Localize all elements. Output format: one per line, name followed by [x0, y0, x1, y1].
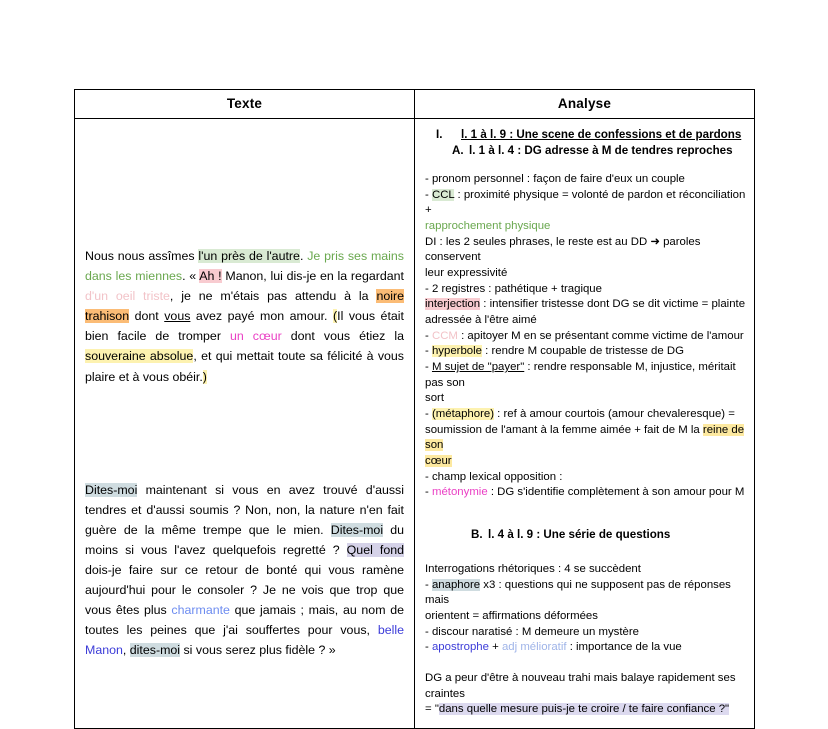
texte-p2-seg-11: si vous serez plus fidèle ? »: [180, 643, 336, 658]
analyse-B-note-line-4-seg-4: : importance de la vue: [566, 641, 682, 654]
texte-p2-seg-7: que jamais ; mais, au nom de toutes les peines que j'ai souffertes pour vous,: [85, 603, 404, 638]
analyse-A-note-line-6: [425, 297, 746, 313]
texte-p1-seg-15: un cœur: [229, 329, 282, 344]
texte-p1-seg-14: Il vous était bien facile de tromper: [85, 309, 404, 344]
analyse-A-note-line-1-seg-1: CCL: [431, 188, 455, 201]
texte-p1-seg-9: noire trahison: [85, 289, 405, 324]
analyse-A-note-line-16-seg-0: -: [425, 486, 432, 499]
analyse-A-note-line-1-seg-2: : proximité physique = volonté de pardon et réconciliation +: [425, 188, 746, 217]
analyse-A-note-line-3: [425, 235, 746, 266]
analyse-B-concl-line-1: [425, 702, 746, 718]
analyse-A-note-line-2-seg-0: rapprochement physique: [425, 220, 551, 233]
analyse-A-note-line-5: [425, 282, 746, 298]
analyse-A-note-line-9-seg-2: : rendre M coupable de tristesse de DG: [482, 345, 684, 358]
analyse-content: [415, 119, 754, 728]
analyse-A-note-line-11: [425, 391, 746, 407]
analyse-A-note-line-13-seg-1: reine de son: [425, 423, 745, 452]
texte-p2-seg-6: charmante: [171, 603, 230, 618]
texte-p1-seg-1: l'un près de l'autre: [198, 249, 300, 263]
analyse-B-note-line-0: [425, 562, 746, 578]
texte-p2-seg-10: dites-moi: [129, 643, 181, 658]
texte-p2-seg-9: ,: [122, 643, 130, 658]
analyse-A-note-line-7: [425, 313, 746, 329]
analyse-A-note-line-8-seg-1: CCM: [431, 329, 458, 342]
analyse-A-note-line-8: [425, 329, 746, 345]
analyse-B-concl-line-1-seg-0: = ": [425, 703, 439, 716]
analyse-A-note-line-0: [425, 172, 746, 188]
section-A-notes: [425, 172, 746, 501]
analyse-A-note-line-12-seg-2: : ref à amour courtois (amour chevaleresque) =: [494, 408, 735, 421]
analyse-B-note-line-1-seg-2: x3 : questions qui ne supposent pas de réponses mais: [425, 578, 731, 607]
heading-section-A: [425, 144, 746, 157]
analyse-A-note-line-15-seg-0: - champ lexical opposition :: [425, 470, 563, 483]
texte-p1-seg-0: Nous nous assîmes: [85, 249, 199, 263]
analyse-B-note-line-0-seg-0: Interrogations rhétoriques : 4 se succèdent: [425, 563, 641, 576]
heading-I-number: I.: [436, 128, 443, 141]
texte-p2-seg-3: du moins si vous l'avez quelquefois regretté ?: [85, 522, 404, 557]
analyse-A-note-line-8-seg-0: -: [425, 329, 432, 342]
texte-p1-seg-19: ): [202, 369, 207, 384]
column-header-texte: Texte: [75, 90, 415, 119]
texte-p1-seg-8: , je ne m'étais pas attendu à la: [169, 289, 377, 304]
texte-p1-seg-6: Manon, lui dis-je en la regardant: [221, 269, 404, 284]
texte-p1-seg-17: souveraine absolue: [85, 349, 194, 364]
analyse-A-note-line-14-seg-0: cœur: [425, 455, 452, 468]
heading-A-number: A.: [452, 144, 464, 157]
table-body-row: [75, 119, 755, 729]
texte-paragraph-1: [85, 246, 404, 387]
analyse-cell: [415, 119, 755, 729]
analyse-B-note-line-4-seg-3: adj mélioratif: [501, 641, 567, 654]
analysis-table: [74, 89, 755, 729]
heading-B-number: B.: [471, 528, 483, 542]
analyse-B-note-line-1: [425, 578, 746, 609]
spacer: [425, 656, 746, 671]
section-B-conclusion: [425, 671, 746, 718]
analyse-A-note-line-4-seg-0: leur expressivité: [425, 267, 508, 280]
analyse-B-note-line-4-seg-2: +: [488, 641, 502, 654]
analyse-A-note-line-3-seg-0: DI : les 2 seules phrases, le reste est au DD ➜ paroles conservent: [425, 235, 701, 264]
analyse-A-note-line-7-seg-0: adressée à l'être aimé: [425, 314, 537, 327]
texte-p2-seg-8: belle Manon: [85, 623, 404, 658]
analyse-A-note-line-10-seg-1: M sujet de "payer": [431, 361, 525, 374]
analyse-B-note-line-3: [425, 625, 746, 641]
texte-p2-seg-2: Dites-moi: [330, 522, 384, 537]
analyse-B-concl-line-0: [425, 671, 746, 702]
texte-p1-seg-11: vous: [164, 309, 191, 324]
analyse-A-note-line-12: [425, 407, 746, 423]
texte-p1-seg-16: dont vous étiez la: [281, 329, 404, 344]
spacer: [425, 157, 746, 172]
texte-content: [75, 119, 414, 671]
analyse-A-note-line-14: [425, 454, 746, 470]
texte-p1-seg-13: (: [333, 309, 338, 324]
section-B-notes: [425, 562, 746, 656]
analyse-A-note-line-10: [425, 360, 746, 391]
analyse-A-note-line-9-seg-0: -: [425, 345, 432, 358]
texte-p1-seg-7: d'un oeil triste: [85, 289, 170, 304]
analyse-A-note-line-12-seg-1: (métaphore): [431, 408, 495, 421]
analyse-B-note-line-2: [425, 609, 746, 625]
analyse-B-concl-line-0-seg-0: DG a peur d'être à nouveau trahi mais balaye rapidement ses craintes: [425, 672, 736, 700]
analyse-B-note-line-3-seg-0: - discour naratisé : M demeure un mystère: [425, 625, 639, 638]
analyse-A-note-line-16-seg-1: métonymie: [431, 486, 488, 499]
heading-I-text: l. 1 à l. 9 : Une scene de confessions et de pardons: [461, 128, 742, 141]
heading-section-I: [425, 128, 746, 141]
analyse-A-note-line-9: [425, 344, 746, 360]
analyse-A-note-line-15: [425, 470, 746, 486]
analyse-A-note-line-9-seg-1: hyperbole: [431, 345, 482, 358]
analyse-A-note-line-5-seg-0: - 2 registres : pathétique + tragique: [425, 282, 602, 295]
column-header-analyse: Analyse: [415, 90, 755, 119]
spacer: [425, 541, 746, 562]
texte-p2-seg-5: dois-je faire sur ce retour de bonté qui vous ramène aujourd'hui pour le consoler ? Je ne vois que trop que vous êtes plus: [85, 563, 404, 618]
heading-A-text: l. 1 à l. 4 : DG adresse à M de tendres reproches: [469, 144, 733, 157]
texte-p1-seg-2: .: [299, 249, 308, 263]
analyse-A-note-line-16-seg-2: : DG s'identifie complètement à son amour pour M: [487, 486, 745, 499]
analyse-B-note-line-2-seg-0: orientent = affirmations déformées: [425, 610, 598, 623]
analyse-A-note-line-13-seg-0: soumission de l'amant à la femme aimée + fait de M la: [425, 423, 703, 436]
analyse-A-note-line-4: [425, 266, 746, 282]
texte-p1-seg-5: Ah !: [199, 269, 222, 284]
analyse-A-note-line-11-seg-0: sort: [425, 392, 444, 405]
texte-p1-seg-18: , et qui mettait toute sa félicité à vous plaire et à vous obéir.: [85, 349, 404, 384]
analyse-B-concl-line-1-seg-1: dans quelle mesure puis-je te croire / te faire confiance ?": [438, 703, 730, 716]
analyse-A-note-line-6-seg-0: interjection: [425, 298, 481, 311]
analyse-A-note-line-10-seg-2: : rendre responsable M, injustice, méritait pas son: [425, 361, 736, 389]
analyse-B-note-line-1-seg-0: -: [425, 578, 432, 591]
texte-p1-seg-12: avez payé mon amour.: [190, 309, 334, 324]
texte-paragraph-2: [85, 480, 404, 661]
table-header-row: [75, 90, 755, 119]
texte-p2-seg-4: Quel fond: [346, 542, 404, 557]
analyse-B-note-line-4-seg-1: apostrophe: [431, 641, 489, 654]
analyse-A-note-line-0-seg-0: - pronom personnel : façon de faire d'eux un couple: [425, 173, 685, 185]
analyse-A-note-line-12-seg-0: -: [425, 408, 432, 421]
texte-p2-seg-1: maintenant si vous en avez trouvé d'aussi tendres et d'aussi soumis ? Non, non, la nature n'en fait guère de la même trempe que le mien.: [85, 482, 404, 537]
analyse-A-note-line-6-seg-1: : intensifier tristesse dont DG se dit victime = plainte: [480, 298, 746, 311]
analyse-A-note-line-2: [425, 219, 746, 235]
texte-p1-seg-3: Je pris ses mains dans les miennes: [85, 249, 404, 284]
texte-p1-seg-10: dont: [129, 309, 165, 324]
analyse-B-note-line-1-seg-1: anaphore: [431, 578, 481, 591]
texte-p2-seg-0: Dites-moi: [85, 482, 138, 497]
analyse-A-note-line-13: [425, 423, 746, 454]
analyse-B-note-line-4: [425, 640, 746, 656]
spacer: [425, 501, 746, 528]
texte-cell: [75, 119, 415, 729]
analyse-A-note-line-10-seg-0: -: [425, 361, 432, 374]
analyse-A-note-line-1-seg-0: -: [425, 188, 432, 201]
analyse-A-note-line-8-seg-2: : apitoyer M en se présentant comme victime de l'amour: [457, 329, 744, 342]
texte-p1-seg-4: . «: [182, 269, 200, 284]
heading-B-text: l. 4 à l. 9 : Une série de questions: [488, 528, 671, 542]
analyse-B-note-line-4-seg-0: -: [425, 641, 432, 654]
analyse-A-note-line-16: [425, 485, 746, 501]
analyse-A-note-line-1: [425, 188, 746, 219]
heading-section-B: [425, 528, 746, 541]
